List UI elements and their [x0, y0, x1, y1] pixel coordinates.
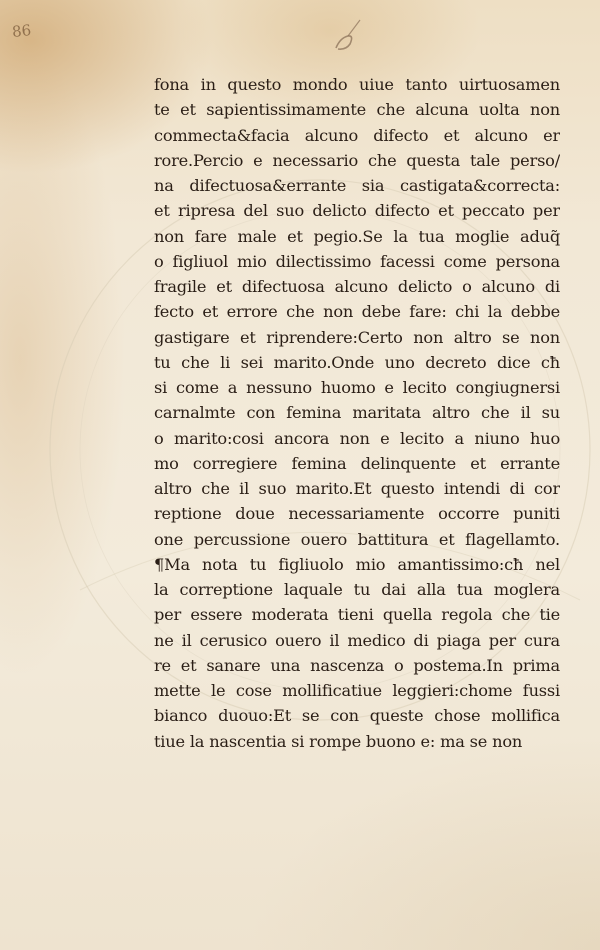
text-line: la correptione laquale tu dai alla tua moglera — [154, 580, 560, 599]
printed-text-block — [154, 72, 560, 754]
text-line: na difectuosa&errante sia castigata&correcta: — [154, 176, 560, 195]
text-line: fragile et difectuosa alcuno delicto o alcuno di — [154, 277, 560, 296]
text-line: one percussione ouero battitura et flagellamto. — [154, 529, 560, 549]
text-line: o figliuol mio dilectissimo facessi come persona — [154, 251, 560, 271]
text-line: gastigare et riprendere:Certo non altro se non — [154, 327, 560, 347]
text-line: fona in questo mondo uiue tanto uirtuosamen — [154, 75, 560, 94]
text-line: mo corregiere femina delinquente et errante — [154, 453, 560, 473]
text-line: et ripresa del suo delicto difecto et peccato per — [154, 201, 560, 221]
text-line: ¶Ma nota tu figliuolo mio amantissimo:cħ nel — [154, 554, 560, 574]
text-line: re et sanare una nascenza o postema.In prima — [154, 655, 560, 675]
text-line: ne il cerusico ouero il medico di piaga per cura — [154, 630, 560, 650]
text-line: rore.Percio e necessario che questa tale perso/ — [154, 150, 560, 170]
text-line: bianco duouo:Et se con queste chose mollifica — [154, 706, 560, 726]
text-line: fecto et errore che non debe fare: chi la debbe — [154, 302, 560, 322]
text-line: non fare male et pegio.Se la tua moglie aduq̃ — [154, 226, 560, 246]
text-line: reptione doue necessariamente occorre puniti — [154, 504, 560, 524]
text-line: tu che li sei marito.Onde uno decreto dice cħ — [154, 352, 560, 372]
corner-annotation: 86 — [11, 21, 32, 41]
folio-pen-mark-icon — [326, 16, 366, 56]
text-line: carnalmte con femina maritata altro che il su — [154, 403, 560, 423]
text-line: si come a nessuno huomo e lecito congiugnersi — [154, 378, 560, 397]
text-line: tiue la nascentia si rompe buono e: ma se non — [154, 731, 523, 751]
text-line: o marito:cosi ancora non e lecito a niuno huo — [154, 428, 560, 448]
text-line: per essere moderata tieni quella regola che tie — [154, 605, 560, 625]
text-line: commecta&facia alcuno difecto et alcuno er — [154, 125, 560, 145]
text-line: altro che il suo marito.Et questo intendi di cor — [154, 479, 560, 498]
text-line: te et sapientissimamente che alcuna uolta non — [154, 100, 560, 120]
text-line: mette le cose mollificatiue leggieri:chome fussi — [154, 681, 560, 700]
